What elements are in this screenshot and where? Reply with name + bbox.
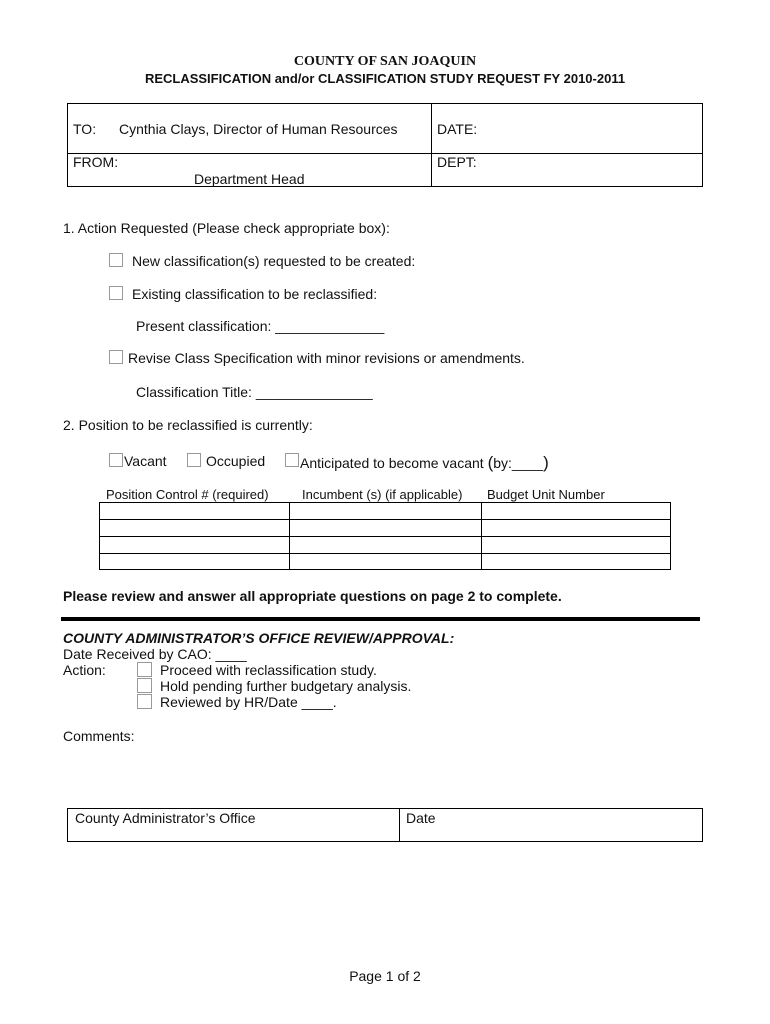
classification-title-field[interactable] [136, 384, 373, 400]
to-value: Cynthia Clays, Director of Human Resources [119, 121, 398, 137]
present-classification-blank: __________ [306, 318, 385, 334]
anticipated-checkbox[interactable] [285, 453, 299, 467]
comments-label: Comments: [63, 728, 135, 744]
position-table[interactable] [99, 502, 671, 570]
vacant-label: Vacant [124, 453, 167, 469]
present-classification-field[interactable] [136, 318, 384, 334]
hold-label: Hold pending further budgetary analysis. [160, 678, 412, 694]
routing-table-divider [431, 104, 432, 186]
anticipated-text: Anticipated to become vacant [300, 455, 484, 471]
section2-heading: 2. Position to be reclassified is currently: [63, 417, 313, 433]
routing-table-divider [68, 153, 702, 154]
position-table-divider [100, 553, 670, 554]
section1-heading: 1. Action Requested (Please check appropriate box): [63, 220, 390, 236]
existing-classification-label: Existing classification to be reclassified: [132, 286, 378, 302]
column-header-incumbent: Incumbent (s) (if applicable) [302, 487, 463, 502]
occupied-label: Occupied [206, 453, 266, 469]
from-sub-label: Department Head [194, 171, 305, 187]
reviewed-checkbox[interactable] [137, 694, 152, 709]
new-classification-checkbox[interactable] [109, 253, 123, 267]
hold-checkbox[interactable] [137, 678, 152, 693]
cao-heading: COUNTY ADMINISTRATOR’S OFFICE REVIEW/APPROVAL: [63, 630, 455, 646]
date-label: DATE: [437, 121, 478, 137]
signature-table-divider [399, 809, 400, 841]
cao-signature-field[interactable]: County Administrator’s Office [75, 810, 256, 826]
column-header-position-control: Position Control # (required) [106, 487, 269, 502]
classification-title-label: Classification Title: _____ [136, 384, 295, 400]
column-header-budget-unit: Budget Unit Number [487, 487, 605, 502]
existing-classification-checkbox[interactable] [109, 286, 123, 300]
page-number: Page 1 of 2 [349, 968, 421, 984]
revise-spec-checkbox[interactable] [109, 350, 123, 364]
anticipated-by-field[interactable]: by:____ [493, 455, 544, 471]
classification-title-blank: __________ [294, 384, 373, 400]
vacant-checkbox[interactable] [109, 453, 123, 467]
from-label: FROM: [73, 154, 119, 170]
to-label: TO: [73, 121, 97, 137]
action-label: Action: [63, 662, 106, 678]
date-received-field[interactable]: Date Received by CAO: ____ [63, 646, 247, 662]
proceed-checkbox[interactable] [137, 662, 152, 677]
reviewed-label: Reviewed by HR/Date ____. [160, 694, 337, 710]
form-title: RECLASSIFICATION and/or CLASSIFICATION STUDY REQUEST FY 2010-2011 [144, 71, 626, 86]
anticipated-label [300, 453, 549, 473]
new-classification-label: New classification(s) requested to be created: [132, 253, 416, 269]
present-classification-label: Present classification: ____ [136, 318, 307, 334]
county-title: COUNTY OF SAN JOAQUIN [293, 54, 477, 69]
section-divider [61, 617, 700, 621]
routing-table [67, 103, 703, 187]
proceed-label: Proceed with reclassification study. [160, 662, 377, 678]
review-note: Please review and answer all appropriate questions on page 2 to complete. [63, 588, 562, 604]
cao-date-field[interactable]: Date [406, 810, 436, 826]
position-table-divider [100, 519, 670, 520]
anticipated-paren-close: ) [543, 453, 549, 472]
anticipated-paren-open: ( [487, 453, 494, 472]
revise-spec-label: Revise Class Specification with minor revisions or amendments. [128, 350, 525, 366]
dept-label: DEPT: [437, 154, 477, 170]
occupied-checkbox[interactable] [187, 453, 201, 467]
position-table-divider [100, 536, 670, 537]
